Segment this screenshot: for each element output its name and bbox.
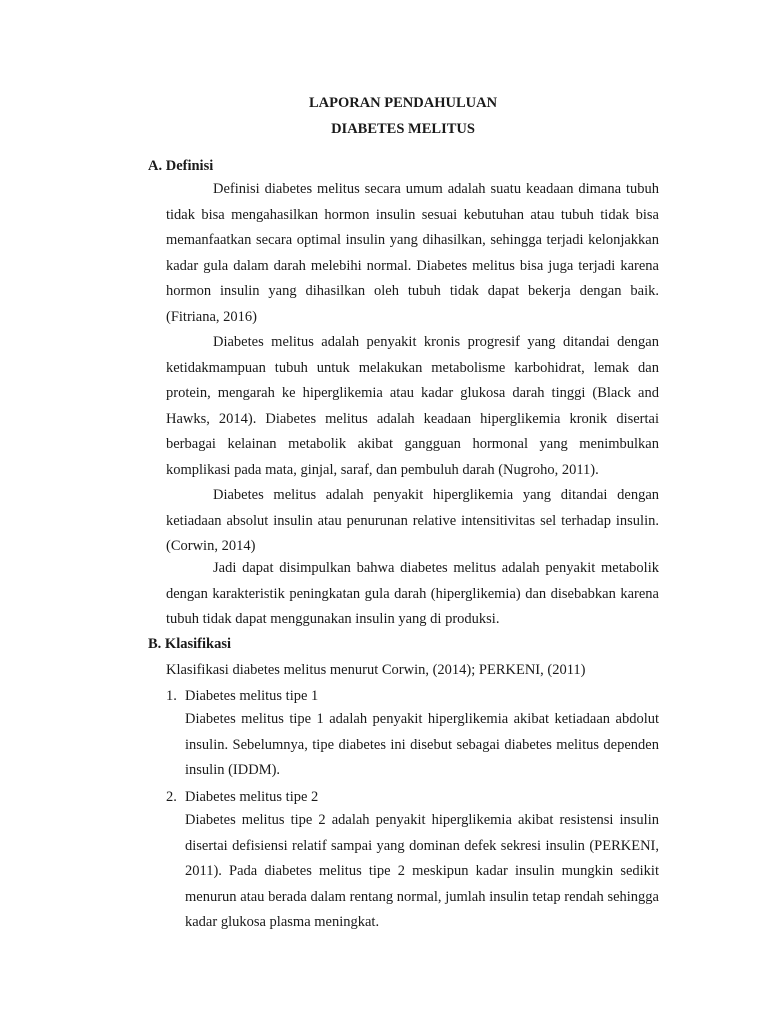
list-item-number: 1. bbox=[166, 688, 177, 704]
document-title: LAPORAN PENDAHULUAN bbox=[308, 95, 498, 111]
definition-paragraph-2: Diabetes melitus adalah penyakit kronis progresif yang ditandai dengan ketidakmampuan tubuh untuk melakukan metabolisme karbohidrat, lemak dan protein, mengarah ke hiperglikemia atau kadar glukosa darah tinggi (Black and Hawks, 2014). Diabetes melitus adalah keadaan hiperglikemia kronik disertai berbagai kelainan metabolik akibat gangguan hormonal yang menimbulkan komplikasi pada mata, ginjal, saraf, dan pembuluh darah (Nugroho, 2011). bbox=[166, 334, 659, 478]
list-item-text: Diabetes melitus tipe 2 adalah penyakit hiperglikemia akibat resistensi insulin disertai defisiensi relatif sampai yang dominan defek sekresi insulin (PERKENI, 2011). Pada diabetes melitus tipe 2 meskipun kadar insulin mungkin sedikit menurun atau berada dalam rentang normal, jumlah insulin tetap rendah sehingga kadar glukosa plasma meningkat. bbox=[185, 812, 659, 931]
list-item bbox=[166, 788, 318, 806]
list-item bbox=[166, 687, 318, 705]
definition-paragraph-1: Definisi diabetes melitus secara umum adalah suatu keadaan dimana tubuh tidak bisa mengahasilkan hormon insulin sesuai kebutuhan atau tubuh tidak bisa memanfaatkan secara optimal insulin yang dihasilkan, sehingga terjadi kelonjakkan kadar gula dalam darah melebihi normal. Diabetes melitus bisa juga terjadi karena hormon insulin yang dihasilkan oleh tubuh tidak dapat bekerja dengan baik. (Fitriana, 2016) bbox=[166, 181, 659, 325]
list-item-text: Diabetes melitus tipe 1 adalah penyakit hiperglikemia akibat ketiadaan abdolut insulin. Sebelumnya, tipe diabetes ini disebut sebagai diabetes melitus dependen insulin (IDDM). bbox=[185, 711, 659, 779]
document-subtitle: DIABETES MELITUS bbox=[331, 121, 475, 137]
classification-intro: Klasifikasi diabetes melitus menurut Corwin, (2014); PERKENI, (2011) bbox=[166, 662, 586, 678]
list-item-title: Diabetes melitus tipe 2 bbox=[185, 789, 319, 805]
definition-paragraph-4: Jadi dapat disimpulkan bahwa diabetes melitus adalah penyakit metabolik dengan karakteristik peningkatan gula darah (hiperglikemia) dan disebabkan karena tubuh tidak dapat menggunakan insulin yang di produksi. bbox=[166, 560, 659, 628]
section-a-heading: A. Definisi bbox=[148, 158, 214, 174]
definition-paragraph-3: Diabetes melitus adalah penyakit hiperglikemia yang ditandai dengan ketiadaan absolut insulin atau penurunan relative intensitivitas sel terhadap insulin. (Corwin, 2014) bbox=[166, 487, 659, 555]
list-item-number: 2. bbox=[166, 789, 177, 805]
section-b-heading: B. Klasifikasi bbox=[148, 636, 231, 652]
list-item-title: Diabetes melitus tipe 1 bbox=[185, 688, 319, 704]
